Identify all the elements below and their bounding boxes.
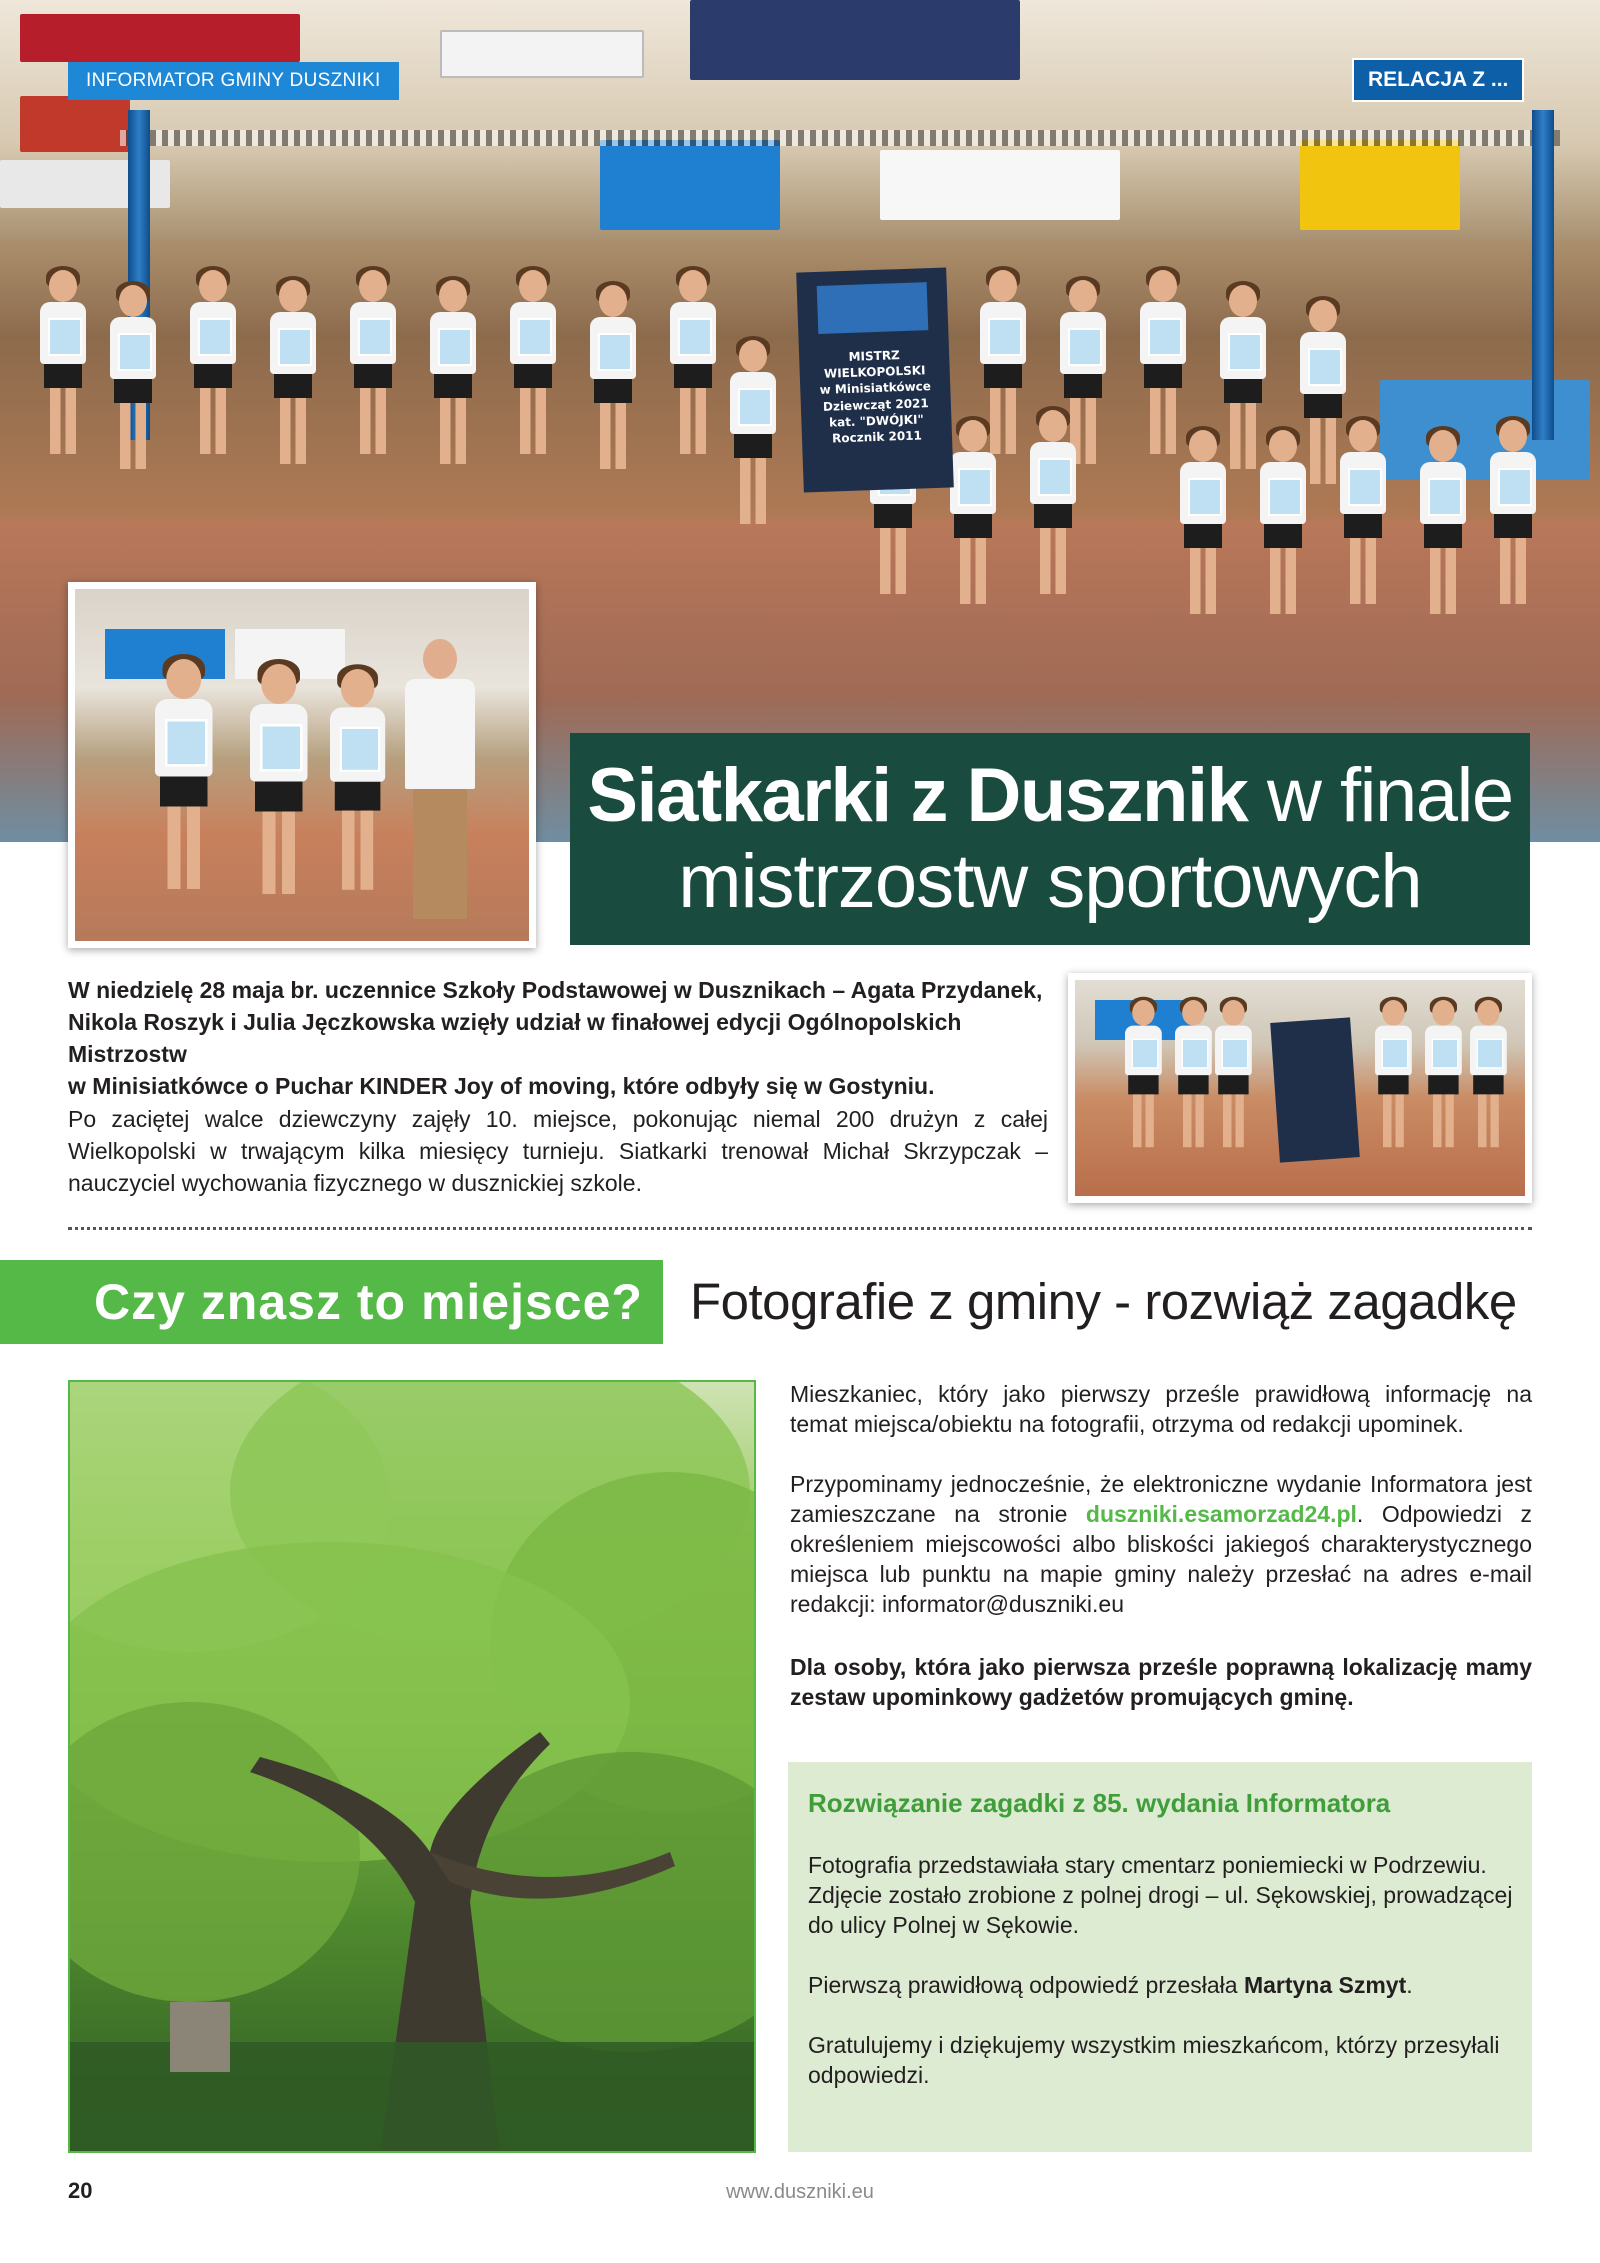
team-member (190, 270, 236, 460)
team-member (1175, 1000, 1212, 1152)
article-title (570, 733, 1530, 945)
quiz-paragraph-3: Dla osoby, która jako pierwsza prześle poprawną lokalizację mamy zestaw upominkowy gadżetów promujących gminę. (790, 1654, 1532, 1710)
team-member (1490, 420, 1536, 610)
team-member (1125, 1000, 1162, 1152)
answer-paragraph-2: Pierwszą prawidłową odpowiedź przesłała Martyna Szmyt. (808, 1972, 1413, 1998)
article-body: Po zaciętej walce dziewczyny zajęły 10. miejsce, pokonując niemal 200 drużyn z całej Wielkopolski w trwającym kilka miesięcy turnieju. Siatkarki trenował Michał Skrzypczak – nauczyciel wychowania fizycznego w dusznickiej szkole. (68, 1106, 1048, 1196)
quiz-paragraph-2: Przypominamy jednocześnie, że elektroniczne wydanie Informatora jest zamieszczane na stronie duszniki.esamorzad24.pl. Odpowiedzi z określeniem miejscowości albo bliskości jakiegoś charakterystycznego miejsca lub punktu na mapie gminy należy przesłać na adres e-mail redakcji: informator@duszniki.eu (790, 1471, 1533, 1617)
hall-banner (1300, 140, 1460, 230)
hall-banner (1380, 380, 1590, 480)
champion-flag: MISTRZ WIELKOPOLSKI w Minisiatkówce Dziewcząt 2021 kat. "DWÓJKI" Rocznik 2011 (796, 267, 954, 492)
team-member (950, 420, 996, 610)
team-member (1180, 430, 1226, 620)
category-tag: RELACJA Z ... (1352, 58, 1524, 102)
team-member (110, 285, 156, 475)
team-member (1030, 410, 1076, 600)
answer-box (788, 1762, 1532, 2152)
title-line2: mistrzostw sportowych (678, 839, 1422, 924)
team-member (1420, 430, 1466, 620)
section-divider (68, 1227, 1532, 1230)
hall-banner (20, 96, 130, 152)
team-member (670, 270, 716, 460)
hall-banner (690, 0, 1020, 80)
section-tag: INFORMATOR GMINY DUSZNIKI (68, 62, 399, 100)
winner-name: Martyna Szmyt (1243, 1972, 1407, 1998)
team-member (40, 270, 86, 460)
quiz-photo-tree (68, 1380, 756, 2153)
quiz-subtitle: Fotografie z gminy - rozwiąż zagadkę (690, 1273, 1517, 1330)
quiz-paragraph-1: Mieszkaniec, który jako pierwszy prześle prawidłową informację na temat miejsca/obiektu na fotografii, otrzyma od redakcji upominek. (790, 1381, 1532, 1437)
team-member (510, 270, 556, 460)
player (155, 659, 213, 897)
page-number: 20 (68, 2178, 93, 2203)
footer-website[interactable]: www.duszniki.eu (726, 2181, 874, 2203)
inset-photo-players (68, 582, 536, 948)
answer-paragraph-3: Gratulujemy i dziękujemy wszystkim mieszkańcom, którzy przesyłali odpowiedzi. (808, 2032, 1500, 2088)
team-member (430, 280, 476, 470)
team-member (1470, 1000, 1507, 1152)
volleyball-net (120, 130, 1560, 146)
player (250, 664, 308, 902)
website-link[interactable]: duszniki.esamorzad24.pl (1085, 1501, 1357, 1527)
quiz-header-label: Czy znasz to miejsce? (94, 1274, 643, 1330)
inset-photo-team-flag (1068, 973, 1532, 1203)
team-member (1215, 1000, 1252, 1152)
hall-banner (600, 140, 780, 230)
title-rest: w finale (1266, 753, 1513, 838)
tree-illustration (70, 1382, 756, 2153)
team-member (730, 340, 776, 530)
hall-banner (20, 14, 300, 62)
answer-paragraph-1: Fotografia przedstawiała stary cmentarz poniemiecki w Podrzewiu. Zdjęcie zostało zrobione z polnej drogi – ul. Sękowskiej, prowadzącej do ulicy Polnej w Sękowie. (808, 1852, 1513, 1938)
player (330, 669, 385, 897)
team-member (1375, 1000, 1412, 1152)
coach (405, 639, 475, 929)
team-member (1260, 430, 1306, 620)
article-lead: W niedzielę 28 maja br. uczennice Szkoły Podstawowej w Dusznikach – Agata Przydanek, Nikola Roszyk i Julia Jęczkowska wzięły udział w finałowej edycji Ogólnopolskich Mistrzostw w Minisiatkówce o Puchar KINDER Joy of moving, które odbyły się w Gostyniu. (68, 977, 1043, 1099)
team-member (1425, 1000, 1462, 1152)
hall-banner (440, 30, 644, 78)
team-member (270, 280, 316, 470)
team-member (350, 270, 396, 460)
answer-title: Rozwiązanie zagadki z 85. wydania Informatora (808, 1788, 1391, 1818)
team-member (590, 285, 636, 475)
team-member (1340, 420, 1386, 610)
champion-flag (1270, 1017, 1360, 1162)
hall-banner (880, 150, 1120, 220)
net-pole (1532, 110, 1554, 440)
title-bold: Siatkarki z Dusznik (587, 753, 1248, 838)
